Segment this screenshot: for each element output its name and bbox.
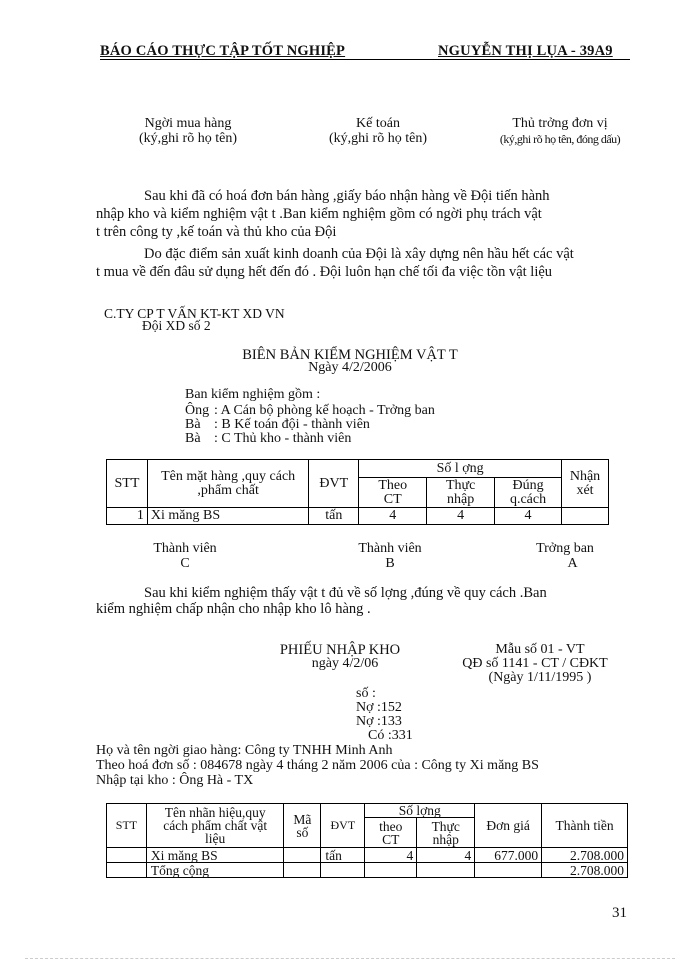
member-2-prefix: Bà [185,417,201,432]
paragraph2-line2: t mua về đến đâu sử dụng hết đến đó . Đội luôn hạn chế tối đa việc tồn vật liệu [96,264,553,280]
buyer-signature-note: (ký,ghi rõ họ tên) [139,131,237,146]
row-qty-actual: 4 [427,508,495,525]
col-header-qty-doc: theo CT [365,818,417,848]
paragraph3-line1: Sau khi kiểm nghiệm thấy vật t đủ về số lợng ,đúng về quy cách .Ban [144,585,547,601]
row-qty-spec: 4 [495,508,562,525]
row-item-name: Xi măng BS [147,508,308,525]
col-header-unit: ĐVT [309,460,359,508]
receipt-number: số : [356,686,376,701]
col-header-amount: Thành tiền [542,804,628,848]
paragraph1-line1: Sau khi đã có hoá đơn bán hàng ,giấy báo nhận hàng về Đội tiến hành [144,188,550,204]
receipt-title: PHIẾU NHẬP KHO [279,642,401,658]
inspection-title: BIÊN BẢN KIỂM NGHIỆM VẬT T [242,347,458,363]
col-header-quantity: Số lợng [365,804,475,818]
signer-3-role: Trởng ban [536,541,594,556]
inspection-date: Ngày 4/2/2006 [308,360,392,375]
col-header-qty-spec: Đúng q.cách [495,478,562,508]
row-price: 677.000 [475,848,542,863]
header-rule [100,59,630,60]
author-name: NGUYỄN THỊ LỤA - 39A9 [438,43,613,59]
inspection-table [106,459,609,525]
col-header-quantity: Số l ợng [359,460,562,478]
member-1-prefix: Ông [185,403,210,418]
row-code [284,848,321,863]
member-1-text: : A Cán bộ phòng kế hoạch - Trởng ban [214,403,435,418]
receipt-table [106,803,628,878]
row-qty-doc: 4 [365,848,417,863]
paragraph1-line3: t trên công ty ,kế toán và thủ kho của Đội [96,224,337,240]
receipt-decision-date: (Ngày 1/11/1995 ) [488,670,592,685]
row-stt: 1 [107,508,148,525]
col-header-price: Đơn giá [475,804,542,848]
col-header-stt: STT [107,804,147,848]
row-qty-actual: 4 [417,848,475,863]
signer-1-role: Thành viên [153,541,217,556]
member-3-prefix: Bà [185,431,201,446]
head-signature-note: (ký,ghi rõ họ tên, đóng dấu) [499,132,621,146]
accountant-signature-note: (ký,ghi rõ họ tên) [329,131,427,146]
member-3-text: : C Thủ kho - thành viên [214,431,352,446]
company-team: Đội XD số 2 [142,318,211,333]
paragraph1-line2: nhập kho và kiểm nghiệm vật t .Ban kiểm nghiệm gồm có ngời phụ trách vật [96,206,542,222]
col-header-item-name: Tên nhãn hiệu,quy cách phẩm chất vật liệu [146,804,284,848]
company-name: C.TY CP T VẤN KT-KT XD VN [104,306,285,321]
receipt-debit-152: Nợ :152 [356,700,402,715]
receipt-date: ngày 4/2/06 [311,656,379,671]
signer-2-role: Thành viên [358,541,422,556]
col-header-unit: ĐVT [321,804,365,848]
col-header-qty-actual: Thực nhập [427,478,495,508]
signer-2-name: B [385,556,395,571]
total-amount: 2.708.000 [542,863,628,878]
row-remark [562,508,609,525]
col-header-qty-doc: Theo CT [359,478,427,508]
receipt-invoice: Theo hoá đơn số : 084678 ngày 4 tháng 2 năm 2006 của : Công ty Xi măng BS [96,758,539,773]
col-header-code: Mã số [284,804,321,848]
total-row [107,863,628,878]
row-unit: tấn [309,508,359,525]
paragraph2-line1: Do đặc điểm sản xuất kinh doanh của Đội là xây dựng nên hầu hết các vật [144,246,574,262]
report-title: BÁO CÁO THỰC TẬP TỐT NGHIỆP [100,43,346,59]
buyer-signature-title: Ngời mua hàng [144,116,232,131]
col-header-stt: STT [107,460,148,508]
table-row [107,848,628,863]
col-header-qty-actual: Thực nhập [417,818,475,848]
receipt-credit-331: Có :331 [368,728,413,743]
accountant-signature-title: Kế toán [356,116,400,131]
row-qty-doc: 4 [359,508,427,525]
signer-3-name: A [567,556,578,571]
inspection-board-intro: Ban kiểm nghiệm gồm : [185,387,321,402]
receipt-deliverer: Họ và tên ngời giao hàng: Công ty TNHH Minh Anh [96,743,393,758]
head-signature-title: Thủ trởng đơn vị [512,116,608,131]
paragraph3-line2: kiểm nghiệm chấp nhận cho nhập kho lô hàng . [96,601,371,617]
row-stt [107,848,147,863]
col-header-remark: Nhận xét [562,460,609,508]
page-number: 31 [612,905,627,921]
signer-1-name: C [180,556,190,571]
row-amount: 2.708.000 [542,848,628,863]
row-unit: tấn [321,848,365,863]
total-label: Tổng cộng [146,863,284,878]
receipt-warehouse: Nhập tại kho : Ông Hà - TX [96,773,254,788]
member-2-text: : B Kế toán đội - thành viên [214,417,370,432]
receipt-form-number: Mẫu số 01 - VT [495,642,585,657]
table-row [107,508,609,525]
receipt-decision: QĐ số 1141 - CT / CĐKT [462,656,608,671]
col-header-item-name: Tên mặt hàng ,quy cách ,phẩm chất [147,460,308,508]
row-item-name: Xi măng BS [146,848,284,863]
receipt-debit-133: Nợ :133 [356,714,402,729]
